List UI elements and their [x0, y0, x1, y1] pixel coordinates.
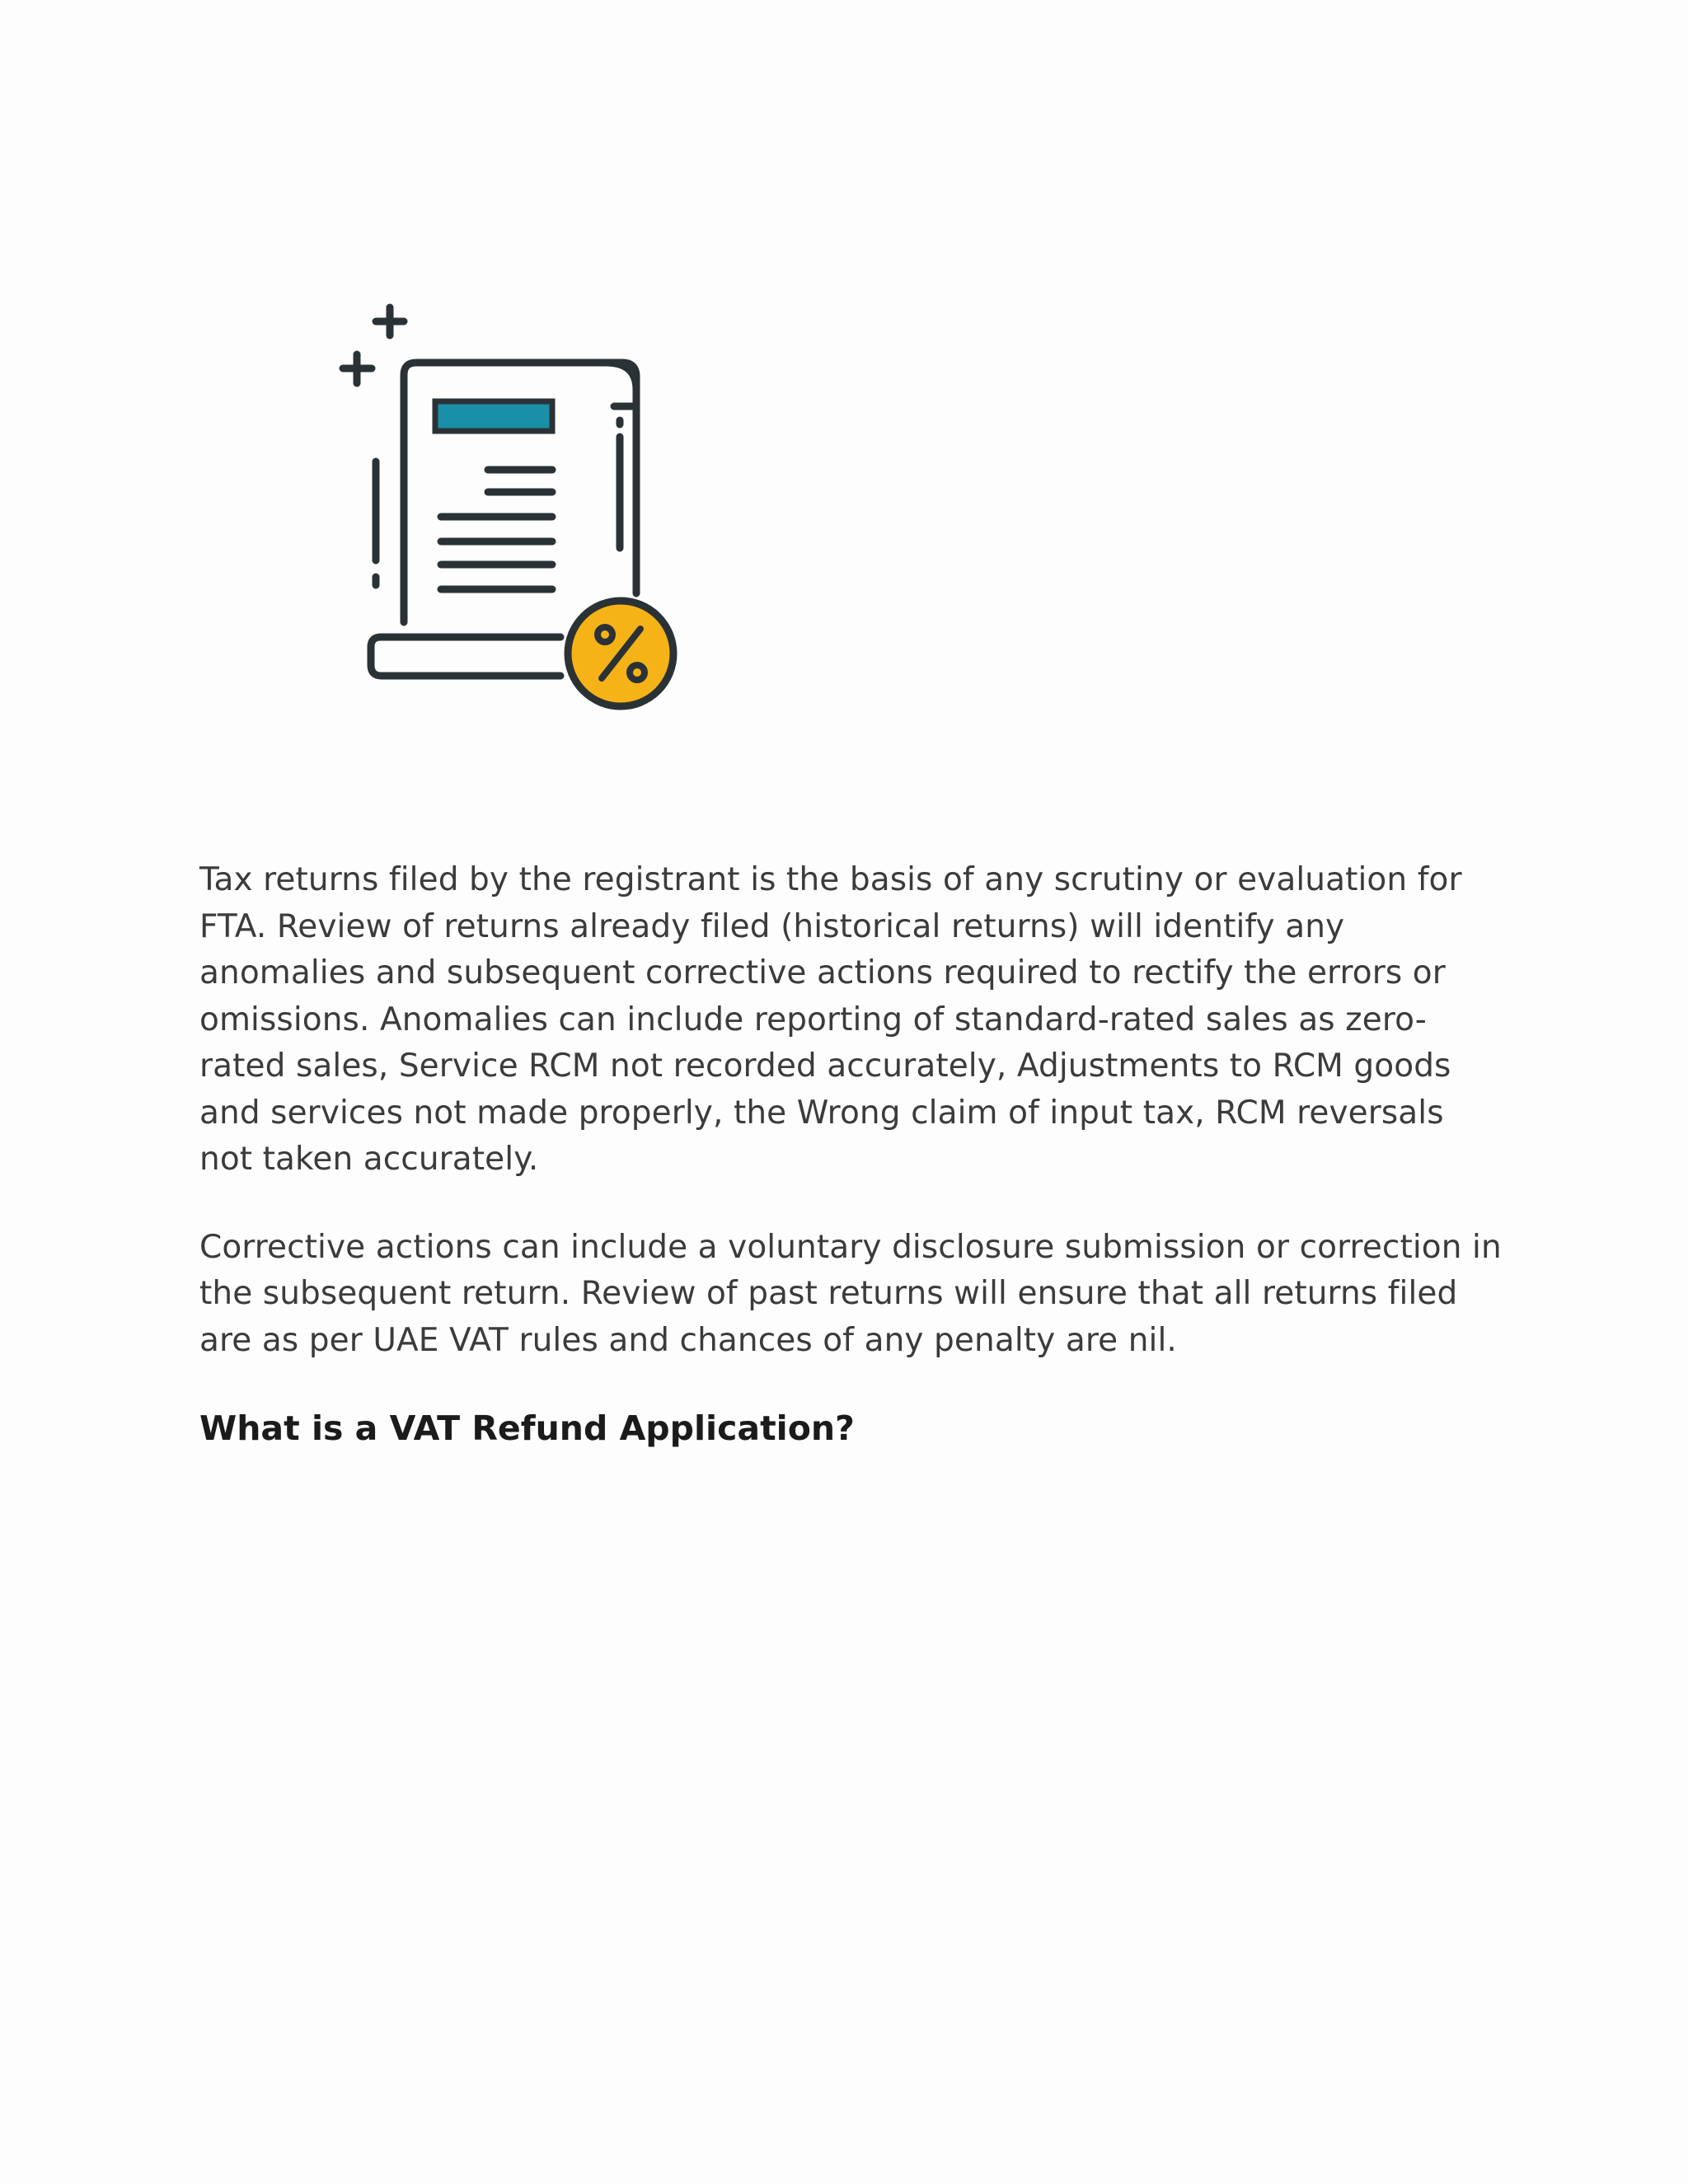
article-content [199, 857, 1502, 1451]
paragraph-historical-review: Tax returns filed by the registrant is the basis of any scrutiny or evaluation for FTA. Review of returns already filed (historical returns) will identify any anomalies and subsequent corrective actions required to rectify the errors or omissions. Anomalies can include reporting of standard-rated sales as zero-rated sales, Service RCM not recorded accurately, Adjustments to RCM goods and services not made properly, the Wrong claim of input tax, RCM reversals not taken accurately. [199, 861, 1462, 1178]
section-heading-vat-refund: What is a VAT Refund Application? [199, 1408, 855, 1448]
paragraph-corrective-actions: Corrective actions can include a voluntary disclosure submission or correction in the subsequent return. Review of past returns will ensure that all returns filed are as per UAE VAT rules and chances of any penalty are nil. [199, 1228, 1502, 1359]
tax-document-percent-icon [330, 293, 709, 721]
